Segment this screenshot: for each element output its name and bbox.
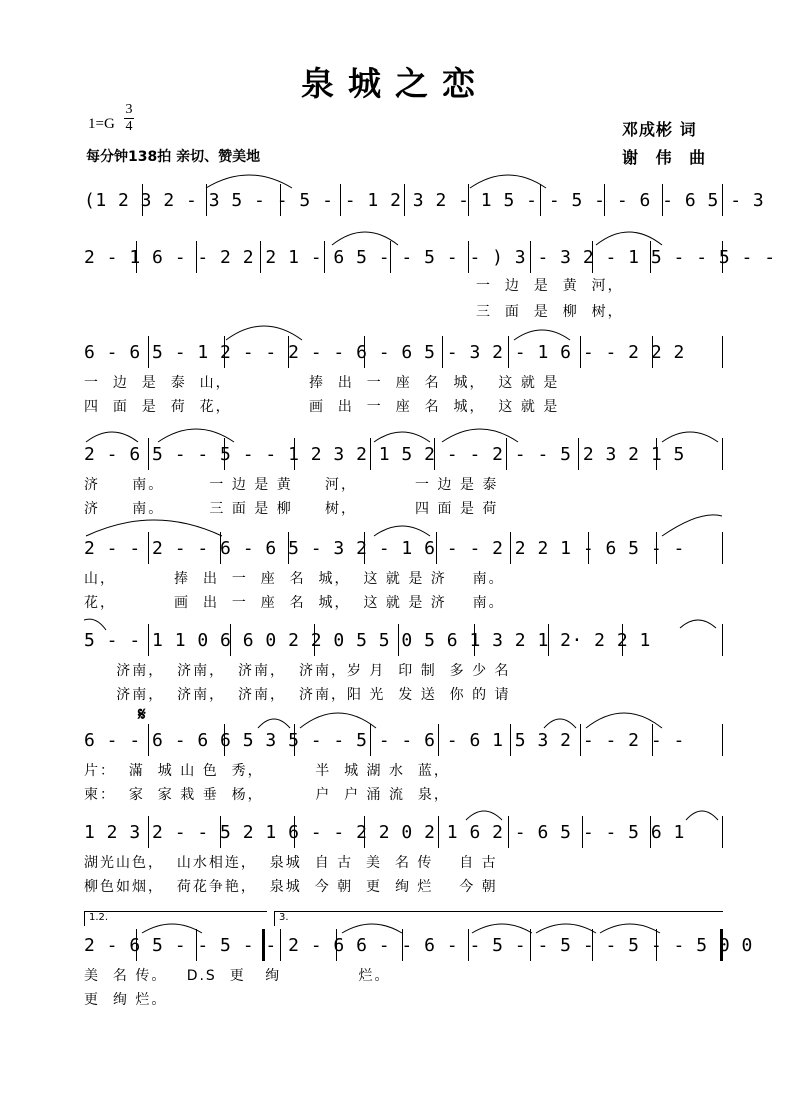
notation-line: 5 - - 1 1 0 6 6 0 2 2 0 5 5 0 5 6 1 3 2 1 2· 2 2 1	[84, 630, 651, 651]
notation-line: 2 - 6 5 - - 5 - - 2 - 6 6 - - 6 - - 5 - - 5 - - 5 - - 5 0 0	[84, 935, 753, 956]
lyric-verse-2: 花， 画 出 一 座 名 城， 这 就 是 济 南。	[84, 595, 505, 611]
notation-line: 2 - 1 6 - - 2 2 2 1 - 6 5 - - 5 - - ) 3 - 3 2 - 1 5 - - 5 - -	[84, 247, 776, 268]
lyric-verse-1: 片： 滿 城 山 色 秀， 半 城 湖 水 蓝，	[84, 763, 450, 779]
volta-first-ending	[84, 911, 267, 926]
lyricist-credit: 邓成彬 词	[622, 120, 697, 139]
time-sig-top: 3	[125, 102, 133, 117]
score-row-4	[84, 444, 724, 517]
notation-line: 6 - - 6 - 6 6 5 3 5 - - 5 - - 6 - 6 1 5 3 2 - - 2 - -	[84, 730, 685, 751]
score-row-5	[84, 538, 724, 611]
volta-first-label: 1.2.	[89, 912, 109, 923]
lyric-verse-2: 更 绚 烂。	[84, 992, 168, 1008]
lyric-verse-2: 柬： 家 家 栽 垂 杨， 户 户 涌 流 泉，	[84, 787, 450, 803]
lyric-verse-2: 三 面 是 柳 树，	[476, 304, 624, 320]
notation-line: 2 - 6 5 - - 5 - - 1 2 3 2 1 5 2 - - 2 - - 5 2 3 2 1 5	[84, 444, 685, 465]
lyric-verse-2: 四 面 是 荷 花， 画 出 一 座 名 城， 这 就 是	[84, 399, 560, 415]
time-sig-bottom: 4	[125, 119, 133, 134]
lyric-verse-1: 一 边 是 黄 河，	[476, 278, 624, 294]
score-row-2	[84, 247, 776, 320]
volta-second-label: 3.	[279, 912, 289, 923]
lyric-verse-1: 济南， 济南， 济南， 济南，岁 月 印 制 多 少 名	[84, 663, 511, 679]
lyric-verse-1: 济 南。 一 边 是 黄 河， 一 边 是 泰	[84, 477, 499, 493]
tempo-marking: 每分钟138拍 亲切、赞美地	[86, 149, 261, 165]
score-row-9	[84, 912, 753, 1015]
lyric-verse-1: 湖光山色， 山水相连， 泉城 自 古 美 名 传 自 古	[84, 855, 498, 871]
lyric-verse-1: 山， 捧 出 一 座 名 城， 这 就 是 济 南。	[84, 571, 505, 587]
score-row-8	[84, 822, 724, 895]
score-row-7	[84, 704, 724, 803]
song-title: 泉城之恋	[301, 64, 489, 103]
score-row-1	[84, 190, 765, 220]
notation-line: 1 2 3 2 - - 5 2 1 6 - - 2 2 0 2 1 6 2 - 6 5 - - 5 6 1	[84, 822, 685, 843]
lyric-verse-1: 美 名 传。 D.S 更 绚 烂。	[84, 968, 391, 984]
lyric-verse-2: 济 南。 三 面 是 柳 树， 四 面 是 荷	[84, 501, 499, 517]
key-signature: 1=G	[88, 116, 115, 132]
lyric-verse-1: 一 边 是 泰 山， 捧 出 一 座 名 城， 这 就 是	[84, 375, 560, 391]
notation-line: (1 2 3 2 - 3 5 - - 5 - - 1 2 3 2 - 1 5 - - 5 - - 6 - 6 5 - 3	[84, 190, 765, 211]
segno-icon: 𝄋	[138, 704, 146, 725]
notation-line: 6 - 6 5 - 1 2 - - 2 - - 6 - 6 5 - 3 2 - 1 6 - - 2 2 2	[84, 342, 685, 363]
score-row-3	[84, 342, 724, 415]
time-signature	[124, 103, 134, 134]
lyric-verse-2: 济南， 济南， 济南， 济南，阳 光 发 送 你 的 请	[84, 687, 511, 703]
score-row-6	[84, 630, 724, 703]
lyric-verse-2: 柳色如烟， 荷花争艳， 泉城 今 朝 更 绚 烂 今 朝	[84, 879, 498, 895]
composer-credit: 谢 伟 曲	[622, 148, 712, 167]
notation-line: 2 - - 2 - - 6 - 6 5 - 3 2 - 1 6 - - 2 2 2 1 - 6 5 - -	[84, 538, 685, 559]
volta-second-ending	[274, 911, 723, 926]
